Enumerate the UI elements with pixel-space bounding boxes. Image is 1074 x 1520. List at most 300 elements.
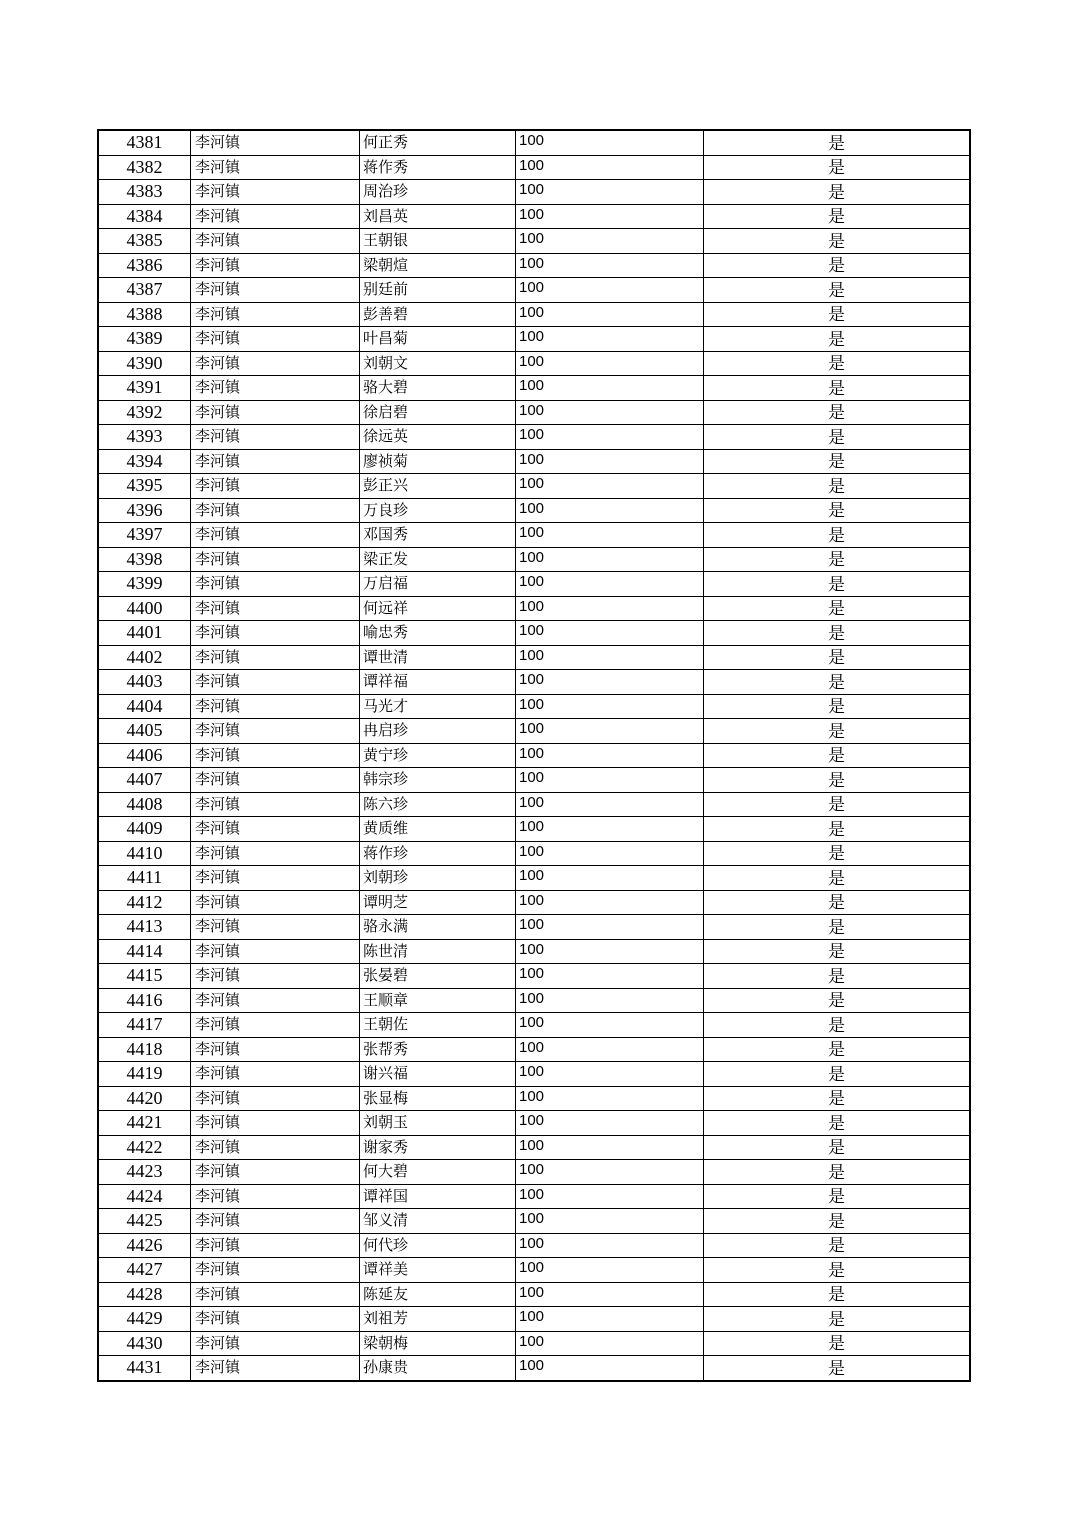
flag-cell: 是: [704, 327, 971, 352]
amount-cell: 100: [516, 498, 704, 523]
row-number-cell: 4398: [98, 547, 191, 572]
name-cell: 喻忠秀: [360, 621, 516, 646]
row-number-cell: 4408: [98, 792, 191, 817]
town-cell: 李河镇: [191, 204, 360, 229]
amount-cell: 100: [516, 1086, 704, 1111]
flag-cell: 是: [704, 1013, 971, 1038]
amount-cell: 100: [516, 1233, 704, 1258]
town-cell: 李河镇: [191, 817, 360, 842]
row-number-cell: 4414: [98, 939, 191, 964]
row-number-cell: 4403: [98, 670, 191, 695]
row-number-cell: 4420: [98, 1086, 191, 1111]
name-cell: 韩宗珍: [360, 768, 516, 793]
table-row: [98, 302, 970, 327]
town-cell: 李河镇: [191, 1356, 360, 1381]
table-row: [98, 866, 970, 891]
flag-cell: 是: [704, 890, 971, 915]
amount-cell: 100: [516, 1111, 704, 1136]
name-cell: 别廷前: [360, 278, 516, 303]
amount-cell: 100: [516, 939, 704, 964]
town-cell: 李河镇: [191, 719, 360, 744]
table-row: [98, 400, 970, 425]
table-row: [98, 1331, 970, 1356]
amount-cell: 100: [516, 229, 704, 254]
flag-cell: 是: [704, 915, 971, 940]
row-number-cell: 4422: [98, 1135, 191, 1160]
flag-cell: 是: [704, 1086, 971, 1111]
name-cell: 邓国秀: [360, 523, 516, 548]
amount-cell: 100: [516, 547, 704, 572]
town-cell: 李河镇: [191, 278, 360, 303]
name-cell: 骆大碧: [360, 376, 516, 401]
flag-cell: 是: [704, 498, 971, 523]
name-cell: 王顺章: [360, 988, 516, 1013]
table-row: [98, 939, 970, 964]
town-cell: 李河镇: [191, 474, 360, 499]
row-number-cell: 4399: [98, 572, 191, 597]
table-row: [98, 645, 970, 670]
row-number-cell: 4405: [98, 719, 191, 744]
flag-cell: 是: [704, 1258, 971, 1283]
table-row: [98, 449, 970, 474]
row-number-cell: 4424: [98, 1184, 191, 1209]
name-cell: 黄宁珍: [360, 743, 516, 768]
amount-cell: 100: [516, 1282, 704, 1307]
name-cell: 何正秀: [360, 130, 516, 155]
row-number-cell: 4419: [98, 1062, 191, 1087]
name-cell: 何大碧: [360, 1160, 516, 1185]
town-cell: 李河镇: [191, 253, 360, 278]
row-number-cell: 4428: [98, 1282, 191, 1307]
flag-cell: 是: [704, 670, 971, 695]
row-number-cell: 4415: [98, 964, 191, 989]
amount-cell: 100: [516, 351, 704, 376]
name-cell: 叶昌菊: [360, 327, 516, 352]
town-cell: 李河镇: [191, 1258, 360, 1283]
table-row: [98, 694, 970, 719]
name-cell: 陈延友: [360, 1282, 516, 1307]
name-cell: 徐远英: [360, 425, 516, 450]
amount-cell: 100: [516, 474, 704, 499]
town-cell: 李河镇: [191, 645, 360, 670]
table-row: [98, 155, 970, 180]
amount-cell: 100: [516, 376, 704, 401]
name-cell: 周治珍: [360, 180, 516, 205]
table-row: [98, 1307, 970, 1332]
table-row: [98, 204, 970, 229]
town-cell: 李河镇: [191, 1307, 360, 1332]
flag-cell: 是: [704, 1184, 971, 1209]
row-number-cell: 4412: [98, 890, 191, 915]
table-row: [98, 1111, 970, 1136]
flag-cell: 是: [704, 547, 971, 572]
row-number-cell: 4387: [98, 278, 191, 303]
table-row: [98, 523, 970, 548]
table-row: [98, 1356, 970, 1381]
name-cell: 彭正兴: [360, 474, 516, 499]
amount-cell: 100: [516, 449, 704, 474]
amount-cell: 100: [516, 130, 704, 155]
flag-cell: 是: [704, 988, 971, 1013]
amount-cell: 100: [516, 817, 704, 842]
amount-cell: 100: [516, 327, 704, 352]
table-row: [98, 719, 970, 744]
amount-cell: 100: [516, 768, 704, 793]
flag-cell: 是: [704, 376, 971, 401]
flag-cell: 是: [704, 425, 971, 450]
name-cell: 梁朝煊: [360, 253, 516, 278]
amount-cell: 100: [516, 841, 704, 866]
amount-cell: 100: [516, 915, 704, 940]
amount-cell: 100: [516, 278, 704, 303]
town-cell: 李河镇: [191, 768, 360, 793]
table-row: [98, 1258, 970, 1283]
name-cell: 万良珍: [360, 498, 516, 523]
name-cell: 黄质维: [360, 817, 516, 842]
name-cell: 孙康贵: [360, 1356, 516, 1381]
row-number-cell: 4430: [98, 1331, 191, 1356]
name-cell: 何远祥: [360, 596, 516, 621]
flag-cell: 是: [704, 1209, 971, 1234]
amount-cell: 100: [516, 1062, 704, 1087]
row-number-cell: 4397: [98, 523, 191, 548]
amount-cell: 100: [516, 1013, 704, 1038]
name-cell: 骆永满: [360, 915, 516, 940]
flag-cell: 是: [704, 1111, 971, 1136]
row-number-cell: 4381: [98, 130, 191, 155]
amount-cell: 100: [516, 180, 704, 205]
table-row: [98, 817, 970, 842]
flag-cell: 是: [704, 253, 971, 278]
row-number-cell: 4427: [98, 1258, 191, 1283]
name-cell: 万启福: [360, 572, 516, 597]
row-number-cell: 4417: [98, 1013, 191, 1038]
table-row: [98, 229, 970, 254]
table-row: [98, 792, 970, 817]
flag-cell: 是: [704, 474, 971, 499]
amount-cell: 100: [516, 1160, 704, 1185]
row-number-cell: 4421: [98, 1111, 191, 1136]
amount-cell: 100: [516, 596, 704, 621]
row-number-cell: 4395: [98, 474, 191, 499]
name-cell: 王朝佐: [360, 1013, 516, 1038]
name-cell: 谭明芝: [360, 890, 516, 915]
flag-cell: 是: [704, 278, 971, 303]
amount-cell: 100: [516, 155, 704, 180]
amount-cell: 100: [516, 1037, 704, 1062]
table-row: [98, 596, 970, 621]
amount-cell: 100: [516, 572, 704, 597]
flag-cell: 是: [704, 1307, 971, 1332]
name-cell: 邹义清: [360, 1209, 516, 1234]
amount-cell: 100: [516, 743, 704, 768]
name-cell: 刘朝文: [360, 351, 516, 376]
table-row: [98, 890, 970, 915]
amount-cell: 100: [516, 1258, 704, 1283]
town-cell: 李河镇: [191, 670, 360, 695]
table-row: [98, 1282, 970, 1307]
row-number-cell: 4409: [98, 817, 191, 842]
town-cell: 李河镇: [191, 1062, 360, 1087]
town-cell: 李河镇: [191, 376, 360, 401]
name-cell: 谭祥福: [360, 670, 516, 695]
name-cell: 张晏碧: [360, 964, 516, 989]
amount-cell: 100: [516, 1135, 704, 1160]
town-cell: 李河镇: [191, 351, 360, 376]
town-cell: 李河镇: [191, 1331, 360, 1356]
table-row: [98, 351, 970, 376]
row-number-cell: 4402: [98, 645, 191, 670]
table-row: [98, 130, 970, 155]
amount-cell: 100: [516, 302, 704, 327]
table-row: [98, 1086, 970, 1111]
row-number-cell: 4383: [98, 180, 191, 205]
table-row: [98, 1233, 970, 1258]
table-row: [98, 988, 970, 1013]
flag-cell: 是: [704, 1135, 971, 1160]
town-cell: 李河镇: [191, 155, 360, 180]
town-cell: 李河镇: [191, 1233, 360, 1258]
town-cell: 李河镇: [191, 449, 360, 474]
town-cell: 李河镇: [191, 572, 360, 597]
flag-cell: 是: [704, 302, 971, 327]
town-cell: 李河镇: [191, 425, 360, 450]
flag-cell: 是: [704, 768, 971, 793]
amount-cell: 100: [516, 866, 704, 891]
name-cell: 梁朝梅: [360, 1331, 516, 1356]
table-row: [98, 1013, 970, 1038]
name-cell: 陈六珍: [360, 792, 516, 817]
table-row: [98, 1062, 970, 1087]
table-row: [98, 743, 970, 768]
town-cell: 李河镇: [191, 130, 360, 155]
amount-cell: 100: [516, 890, 704, 915]
town-cell: 李河镇: [191, 841, 360, 866]
town-cell: 李河镇: [191, 1160, 360, 1185]
flag-cell: 是: [704, 572, 971, 597]
row-number-cell: 4389: [98, 327, 191, 352]
amount-cell: 100: [516, 1331, 704, 1356]
flag-cell: 是: [704, 1233, 971, 1258]
town-cell: 李河镇: [191, 1282, 360, 1307]
row-number-cell: 4407: [98, 768, 191, 793]
town-cell: 李河镇: [191, 1209, 360, 1234]
name-cell: 廖祯菊: [360, 449, 516, 474]
table-row: [98, 278, 970, 303]
town-cell: 李河镇: [191, 743, 360, 768]
table-row: [98, 376, 970, 401]
flag-cell: 是: [704, 645, 971, 670]
name-cell: 彭善碧: [360, 302, 516, 327]
flag-cell: 是: [704, 155, 971, 180]
row-number-cell: 4386: [98, 253, 191, 278]
flag-cell: 是: [704, 792, 971, 817]
amount-cell: 100: [516, 523, 704, 548]
flag-cell: 是: [704, 1062, 971, 1087]
name-cell: 刘朝珍: [360, 866, 516, 891]
amount-cell: 100: [516, 1307, 704, 1332]
row-number-cell: 4411: [98, 866, 191, 891]
row-number-cell: 4425: [98, 1209, 191, 1234]
town-cell: 李河镇: [191, 890, 360, 915]
amount-cell: 100: [516, 645, 704, 670]
name-cell: 刘昌英: [360, 204, 516, 229]
flag-cell: 是: [704, 1331, 971, 1356]
table-row: [98, 498, 970, 523]
town-cell: 李河镇: [191, 327, 360, 352]
town-cell: 李河镇: [191, 939, 360, 964]
town-cell: 李河镇: [191, 180, 360, 205]
row-number-cell: 4410: [98, 841, 191, 866]
row-number-cell: 4391: [98, 376, 191, 401]
row-number-cell: 4418: [98, 1037, 191, 1062]
row-number-cell: 4423: [98, 1160, 191, 1185]
row-number-cell: 4406: [98, 743, 191, 768]
amount-cell: 100: [516, 1184, 704, 1209]
town-cell: 李河镇: [191, 964, 360, 989]
town-cell: 李河镇: [191, 988, 360, 1013]
town-cell: 李河镇: [191, 792, 360, 817]
town-cell: 李河镇: [191, 915, 360, 940]
table-row: [98, 670, 970, 695]
table-row: [98, 964, 970, 989]
flag-cell: 是: [704, 523, 971, 548]
amount-cell: 100: [516, 964, 704, 989]
row-number-cell: 4392: [98, 400, 191, 425]
row-number-cell: 4385: [98, 229, 191, 254]
amount-cell: 100: [516, 1209, 704, 1234]
table-row: [98, 327, 970, 352]
row-number-cell: 4400: [98, 596, 191, 621]
flag-cell: 是: [704, 449, 971, 474]
row-number-cell: 4413: [98, 915, 191, 940]
flag-cell: 是: [704, 964, 971, 989]
flag-cell: 是: [704, 719, 971, 744]
town-cell: 李河镇: [191, 523, 360, 548]
name-cell: 梁正发: [360, 547, 516, 572]
amount-cell: 100: [516, 425, 704, 450]
name-cell: 王朝银: [360, 229, 516, 254]
name-cell: 徐启碧: [360, 400, 516, 425]
name-cell: 谭世清: [360, 645, 516, 670]
name-cell: 马光才: [360, 694, 516, 719]
row-number-cell: 4404: [98, 694, 191, 719]
name-cell: 蒋作珍: [360, 841, 516, 866]
amount-cell: 100: [516, 400, 704, 425]
name-cell: 谢兴福: [360, 1062, 516, 1087]
table-row: [98, 841, 970, 866]
table-row: [98, 253, 970, 278]
table-row: [98, 1037, 970, 1062]
amount-cell: 100: [516, 621, 704, 646]
row-number-cell: 4396: [98, 498, 191, 523]
amount-cell: 100: [516, 719, 704, 744]
row-number-cell: 4390: [98, 351, 191, 376]
table-row: [98, 1184, 970, 1209]
row-number-cell: 4401: [98, 621, 191, 646]
flag-cell: 是: [704, 866, 971, 891]
town-cell: 李河镇: [191, 596, 360, 621]
table-row: [98, 425, 970, 450]
name-cell: 冉启珍: [360, 719, 516, 744]
name-cell: 谭祥国: [360, 1184, 516, 1209]
flag-cell: 是: [704, 351, 971, 376]
row-number-cell: 4393: [98, 425, 191, 450]
amount-cell: 100: [516, 988, 704, 1013]
town-cell: 李河镇: [191, 1111, 360, 1136]
flag-cell: 是: [704, 939, 971, 964]
name-cell: 张显梅: [360, 1086, 516, 1111]
flag-cell: 是: [704, 1160, 971, 1185]
amount-cell: 100: [516, 792, 704, 817]
name-cell: 陈世清: [360, 939, 516, 964]
name-cell: 谢家秀: [360, 1135, 516, 1160]
row-number-cell: 4416: [98, 988, 191, 1013]
flag-cell: 是: [704, 817, 971, 842]
amount-cell: 100: [516, 204, 704, 229]
row-number-cell: 4388: [98, 302, 191, 327]
table-row: [98, 915, 970, 940]
town-cell: 李河镇: [191, 400, 360, 425]
town-cell: 李河镇: [191, 1086, 360, 1111]
flag-cell: 是: [704, 841, 971, 866]
name-cell: 刘朝玉: [360, 1111, 516, 1136]
flag-cell: 是: [704, 1356, 971, 1381]
town-cell: 李河镇: [191, 1184, 360, 1209]
table-row: [98, 572, 970, 597]
row-number-cell: 4384: [98, 204, 191, 229]
flag-cell: 是: [704, 596, 971, 621]
amount-cell: 100: [516, 670, 704, 695]
row-number-cell: 4382: [98, 155, 191, 180]
name-cell: 何代珍: [360, 1233, 516, 1258]
amount-cell: 100: [516, 253, 704, 278]
town-cell: 李河镇: [191, 1013, 360, 1038]
flag-cell: 是: [704, 180, 971, 205]
name-cell: 张帮秀: [360, 1037, 516, 1062]
table-row: [98, 180, 970, 205]
flag-cell: 是: [704, 130, 971, 155]
row-number-cell: 4431: [98, 1356, 191, 1381]
flag-cell: 是: [704, 694, 971, 719]
flag-cell: 是: [704, 229, 971, 254]
amount-cell: 100: [516, 694, 704, 719]
table-row: [98, 768, 970, 793]
flag-cell: 是: [704, 621, 971, 646]
town-cell: 李河镇: [191, 1037, 360, 1062]
flag-cell: 是: [704, 1037, 971, 1062]
flag-cell: 是: [704, 400, 971, 425]
town-cell: 李河镇: [191, 302, 360, 327]
flag-cell: 是: [704, 743, 971, 768]
town-cell: 李河镇: [191, 621, 360, 646]
table-row: [98, 1160, 970, 1185]
table-row: [98, 547, 970, 572]
table-body: [98, 130, 970, 1381]
flag-cell: 是: [704, 1282, 971, 1307]
data-table: [97, 129, 971, 1382]
town-cell: 李河镇: [191, 498, 360, 523]
name-cell: 蒋作秀: [360, 155, 516, 180]
town-cell: 李河镇: [191, 229, 360, 254]
town-cell: 李河镇: [191, 694, 360, 719]
name-cell: 刘祖芳: [360, 1307, 516, 1332]
amount-cell: 100: [516, 1356, 704, 1381]
table-row: [98, 474, 970, 499]
row-number-cell: 4394: [98, 449, 191, 474]
table-row: [98, 1135, 970, 1160]
town-cell: 李河镇: [191, 1135, 360, 1160]
